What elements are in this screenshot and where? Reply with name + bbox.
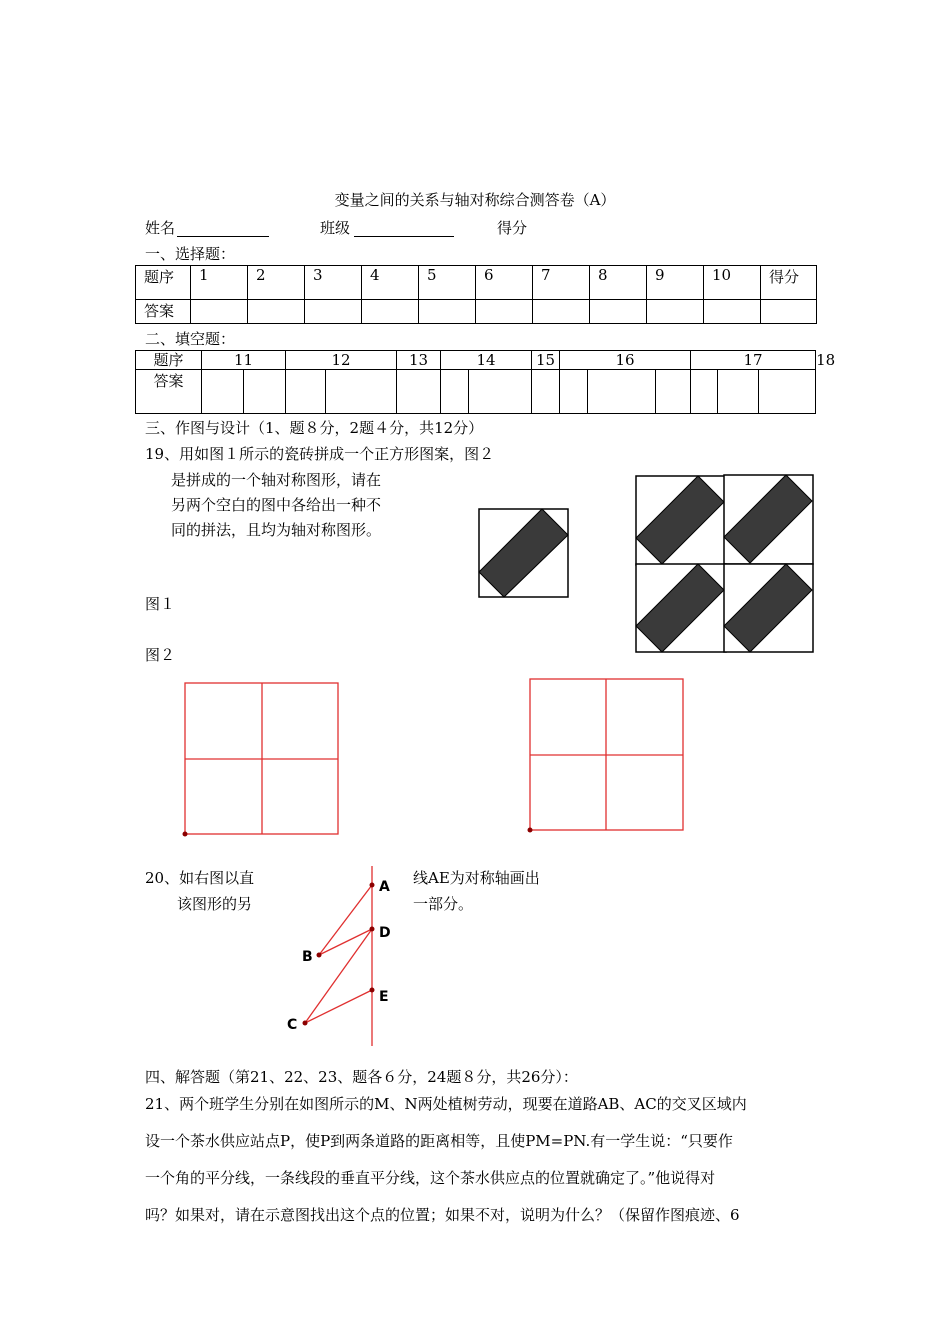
q19-line: 同的拼法，且均为轴对称图形。 — [171, 521, 382, 539]
q19-line: 是拼成的一个轴对称图形，请在 — [171, 471, 382, 489]
fill-row-label: 题序 — [136, 351, 202, 370]
blank-grid-left[interactable] — [183, 683, 339, 837]
q20-text-left: 该图形的另 — [177, 895, 253, 913]
point-label: B — [302, 949, 313, 965]
section2-heading: 二、填空题： — [145, 330, 236, 348]
choice-answer-label: 答案 — [136, 300, 191, 324]
fill-number: 15 — [532, 351, 560, 370]
q20-text-right: 线AE为对称轴画出 — [413, 869, 540, 887]
choice-number: 2 — [248, 266, 305, 300]
q21-line: 21、两个班学生分别在如图所示的M、N两处植树劳动，现要在道路AB、AC的交叉区域内 — [145, 1095, 747, 1113]
q20-figure — [287, 866, 391, 1046]
choice-number: 5 — [419, 266, 476, 300]
choice-row-label: 题序 — [136, 266, 191, 300]
fig1-tile — [479, 509, 568, 597]
point-label: C — [287, 1017, 298, 1033]
page-title: 变量之间的关系与轴对称综合测答卷（A） — [334, 191, 616, 209]
q20-text-left: 20、如右图以直 — [145, 869, 255, 887]
q20-text-right: 一部分。 — [413, 895, 474, 913]
choice-number: 3 — [305, 266, 362, 300]
choice-score-label: 得分 — [761, 266, 817, 300]
choice-number: 6 — [476, 266, 533, 300]
fig2-pattern — [636, 475, 813, 652]
q19-line: 另两个空白的图中各给出一种不 — [171, 496, 382, 514]
fill-number: 14 — [441, 351, 532, 370]
choice-number: 1 — [191, 266, 248, 300]
choice-number: 4 — [362, 266, 419, 300]
fill-number: 11 — [202, 351, 286, 370]
q21-line: 一个角的平分线，一条线段的垂直平分线，这个茶水供应点的位置就确定了。”他说得对 — [145, 1169, 716, 1187]
fill-answer-table: 题序 11 12 13 14 15 16 17 18 答案 — [135, 350, 816, 414]
section3-heading: 三、作图与设计（1、题８分，2题４分，共12分） — [145, 419, 484, 437]
fig2-caption: 图２ — [145, 646, 176, 664]
fill-number: 16 — [560, 351, 691, 370]
fill-answer-label: 答案 — [136, 370, 202, 414]
fill-number: 17 — [691, 351, 816, 370]
score-label: 得分 — [497, 219, 528, 237]
choice-number: 7 — [533, 266, 590, 300]
q19-line: 19、用如图１所示的瓷砖拼成一个正方形图案，图２ — [145, 445, 495, 463]
name-label: 姓名 — [145, 219, 176, 237]
q21-line: 设一个茶水供应站点P，使P到两条道路的距离相等，且使PM=PN.有一学生说：“只要作 — [145, 1132, 733, 1150]
point-label: A — [379, 879, 390, 895]
class-label: 班级 — [320, 219, 351, 237]
fig1-caption: 图１ — [145, 595, 176, 613]
point-label: D — [379, 925, 391, 941]
fill-number: 12 — [286, 351, 397, 370]
blank-grid-right[interactable] — [528, 679, 684, 833]
q21-line: 吗？如果对，请在示意图找出这个点的位置；如果不对，说明为什么？（保留作图痕迹、6 — [145, 1206, 740, 1224]
choice-number: 10 — [704, 266, 761, 300]
point-label: E — [379, 989, 389, 1005]
section1-heading: 一、选择题： — [145, 245, 236, 263]
choice-number: 8 — [590, 266, 647, 300]
choice-number: 9 — [647, 266, 704, 300]
fill-number: 13 — [397, 351, 441, 370]
section4-heading: 四、解答题（第21、22、23、题各６分，24题８分，共26分）： — [145, 1068, 578, 1086]
